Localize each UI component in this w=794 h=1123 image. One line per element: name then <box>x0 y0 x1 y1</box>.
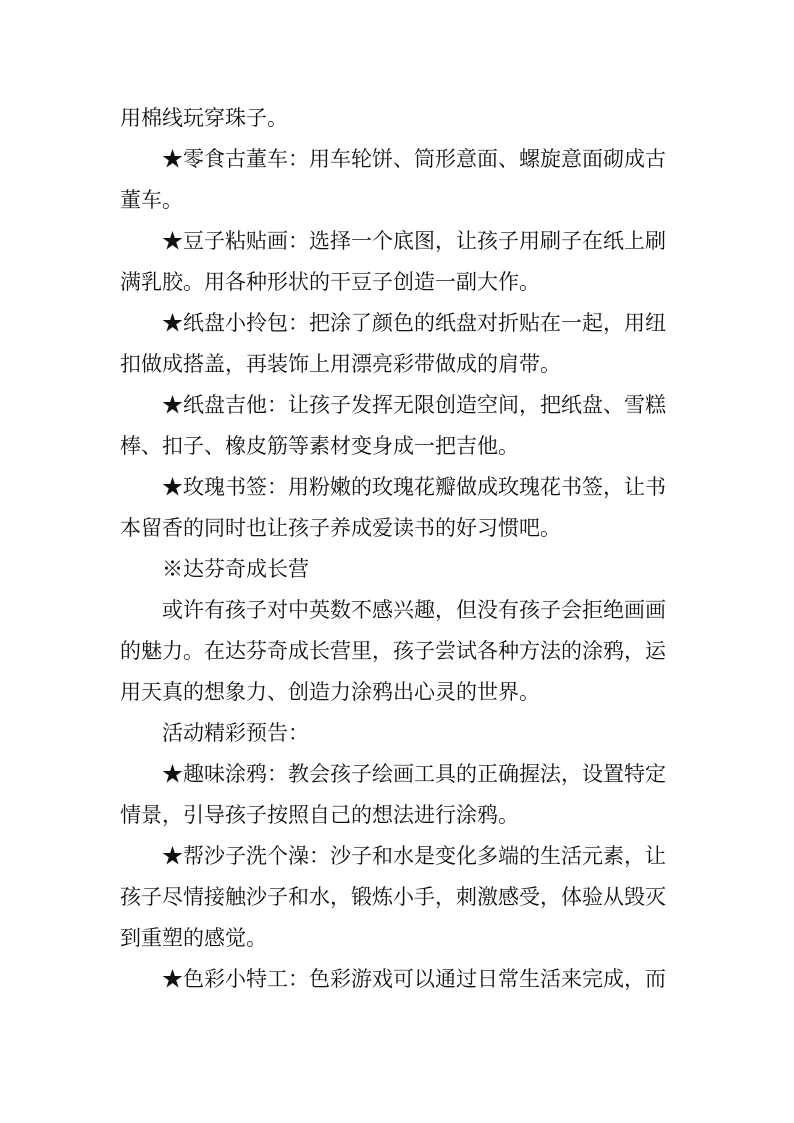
text-line: 棒、扣子、橡皮筋等素材变身成一把吉他。 <box>120 434 519 458</box>
text-line: ★玫瑰书签：用粉嫩的玫瑰花瓣做成玫瑰花书签，让书 <box>162 475 666 499</box>
text-line: 扣做成搭盖，再装饰上用漂亮彩带做成的肩带。 <box>120 352 561 376</box>
section-heading: ※达芬奇成长营 <box>162 557 309 581</box>
text-line: 满乳胶。用各种形状的干豆子创造一副大作。 <box>120 270 540 294</box>
text-line: ★纸盘吉他：让孩子发挥无限创造空间，把纸盘、雪糕 <box>162 393 666 417</box>
text-line: 活动精彩预告： <box>162 721 309 745</box>
text-line: ★帮沙子洗个澡：沙子和水是变化多端的生活元素，让 <box>162 844 666 868</box>
text-line: ★豆子粘贴画：选择一个底图，让孩子用刷子在纸上刷 <box>162 229 666 253</box>
text-line: 或许有孩子对中英数不感兴趣，但没有孩子会拒绝画画 <box>162 598 666 622</box>
text-line: 用天真的想象力、创造力涂鸦出心灵的世界。 <box>120 680 540 704</box>
text-line: ★零食古董车：用车轮饼、筒形意面、螺旋意面砌成古 <box>162 147 666 171</box>
text-line: 董车。 <box>120 188 183 212</box>
text-line: 的魅力。在达芬奇成长营里，孩子尝试各种方法的涂鸦，运 <box>120 639 666 663</box>
text-line: 到重塑的感觉。 <box>120 926 267 950</box>
text-line: 情景，引导孩子按照自己的想法进行涂鸦。 <box>120 803 519 827</box>
text-line: ★色彩小特工：色彩游戏可以通过日常生活来完成，而 <box>162 967 666 991</box>
text-line: ★纸盘小拎包：把涂了颜色的纸盘对折贴在一起，用纽 <box>162 311 666 335</box>
text-line: 孩子尽情接触沙子和水，锻炼小手，刺激感受，体验从毁灭 <box>120 885 666 909</box>
text-line: 用棉线玩穿珠子。 <box>120 106 288 130</box>
text-line: ★趣味涂鸦：教会孩子绘画工具的正确握法，设置特定 <box>162 762 666 786</box>
text-line: 本留香的同时也让孩子养成爱读书的好习惯吧。 <box>120 516 561 540</box>
